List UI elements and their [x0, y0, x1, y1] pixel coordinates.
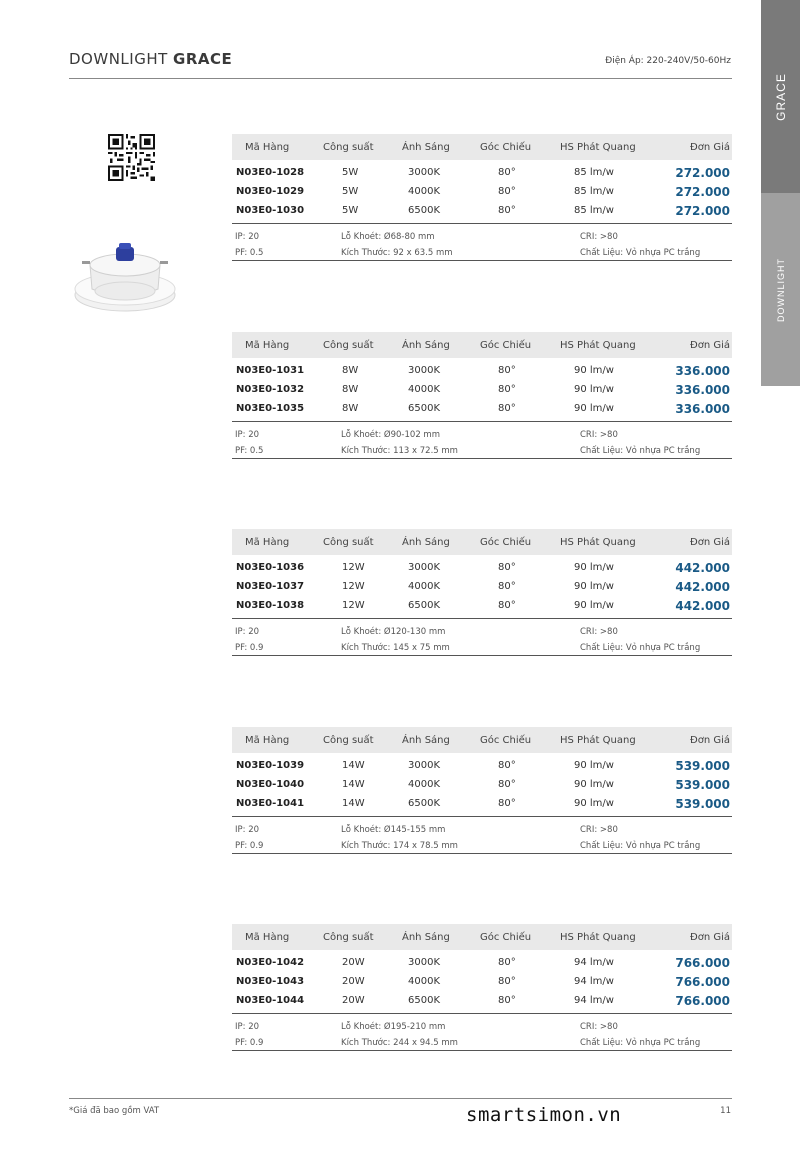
col-power: Công suất — [323, 536, 374, 548]
col-code: Mã Hàng — [245, 141, 290, 153]
qr-code-icon — [108, 134, 155, 181]
col-angle: Góc Chiếu — [480, 339, 532, 351]
price: 272.000 — [675, 184, 730, 199]
power: 14W — [342, 798, 365, 809]
efficacy: 94 lm/w — [574, 976, 614, 987]
light-temp: 3000K — [408, 167, 441, 178]
page-number: 11 — [720, 1106, 731, 1116]
note-pf: PF: 0.9 — [235, 1038, 264, 1048]
product-code: N03E0-1029 — [236, 186, 305, 197]
side-tab-grace-label: GRACE — [773, 72, 788, 121]
footer-divider — [69, 1098, 732, 1099]
table-row — [232, 756, 732, 775]
note-cutout: Lỗ Khoét: Ø68-80 mm — [341, 232, 435, 242]
power: 20W — [342, 957, 365, 968]
spec-table-3 — [232, 529, 732, 656]
table-header — [232, 134, 732, 160]
col-power: Công suất — [323, 734, 374, 746]
product-code: N03E0-1035 — [236, 403, 305, 414]
price: 272.000 — [675, 203, 730, 218]
efficacy: 90 lm/w — [574, 760, 614, 771]
beam-angle: 80° — [498, 600, 516, 611]
product-code: N03E0-1039 — [236, 760, 305, 771]
light-temp: 3000K — [408, 365, 441, 376]
note-ip: IP: 20 — [235, 232, 260, 242]
power: 14W — [342, 779, 365, 790]
beam-angle: 80° — [498, 562, 516, 573]
note-material: Chất Liệu: Vỏ nhựa PC trắng — [580, 643, 701, 653]
beam-angle: 80° — [498, 581, 516, 592]
table-row — [232, 399, 732, 418]
beam-angle: 80° — [498, 205, 516, 216]
product-code: N03E0-1038 — [236, 600, 305, 611]
efficacy: 90 lm/w — [574, 365, 614, 376]
note-pf: PF: 0.5 — [235, 248, 264, 258]
side-tab-grace[interactable] — [761, 0, 800, 193]
note-size: Kích Thước: 244 x 94.5 mm — [341, 1038, 458, 1048]
col-efficacy: HS Phát Quang — [560, 141, 636, 153]
light-temp: 6500K — [408, 403, 441, 414]
col-light: Ánh Sáng — [402, 141, 450, 153]
light-temp: 6500K — [408, 600, 441, 611]
table-row — [232, 953, 732, 972]
price: 442.000 — [675, 579, 730, 594]
note-material: Chất Liệu: Vỏ nhựa PC trắng — [580, 841, 701, 851]
col-price: Đơn Giá — [689, 536, 730, 548]
note-ip: IP: 20 — [235, 627, 260, 637]
power: 20W — [342, 995, 365, 1006]
power: 20W — [342, 976, 365, 987]
spec-table-2 — [232, 332, 732, 459]
note-cri: CRI: >80 — [580, 1022, 618, 1032]
note-material: Chất Liệu: Vỏ nhựa PC trắng — [580, 446, 701, 456]
beam-angle: 80° — [498, 957, 516, 968]
voltage-info: Điện Áp: 220-240V/50-60Hz — [605, 56, 731, 66]
note-ip: IP: 20 — [235, 430, 260, 440]
side-tab-downlight[interactable] — [761, 193, 800, 386]
table-row — [232, 361, 732, 380]
beam-angle: 80° — [498, 760, 516, 771]
power: 12W — [342, 600, 365, 611]
col-price: Đơn Giá — [689, 734, 730, 746]
col-angle: Góc Chiếu — [480, 536, 532, 548]
product-code: N03E0-1030 — [236, 205, 305, 216]
col-price: Đơn Giá — [689, 931, 730, 943]
note-cri: CRI: >80 — [580, 430, 618, 440]
product-code: N03E0-1036 — [236, 562, 305, 573]
spec-notes — [232, 619, 732, 656]
light-temp: 3000K — [408, 760, 441, 771]
spec-table-1 — [232, 134, 732, 261]
efficacy: 94 lm/w — [574, 995, 614, 1006]
col-angle: Góc Chiếu — [480, 734, 532, 746]
note-material: Chất Liệu: Vỏ nhựa PC trắng — [580, 1038, 701, 1048]
note-cutout: Lỗ Khoét: Ø120-130 mm — [341, 627, 446, 637]
note-cri: CRI: >80 — [580, 627, 618, 637]
col-light: Ánh Sáng — [402, 536, 450, 548]
beam-angle: 80° — [498, 384, 516, 395]
beam-angle: 80° — [498, 798, 516, 809]
price: 539.000 — [675, 758, 730, 773]
note-size: Kích Thước: 92 x 63.5 mm — [341, 248, 453, 258]
price: 766.000 — [675, 974, 730, 989]
light-temp: 6500K — [408, 798, 441, 809]
col-light: Ánh Sáng — [402, 931, 450, 943]
note-cutout: Lỗ Khoét: Ø195-210 mm — [341, 1022, 446, 1032]
price: 766.000 — [675, 955, 730, 970]
product-code: N03E0-1043 — [236, 976, 305, 987]
power: 5W — [342, 205, 359, 216]
beam-angle: 80° — [498, 976, 516, 987]
col-code: Mã Hàng — [245, 339, 290, 351]
light-temp: 4000K — [408, 581, 441, 592]
table-header — [232, 924, 732, 950]
note-cutout: Lỗ Khoét: Ø145-155 mm — [341, 825, 446, 835]
efficacy: 90 lm/w — [574, 798, 614, 809]
table-row — [232, 577, 732, 596]
brand-watermark: smartsimon.vn — [466, 1104, 622, 1126]
note-pf: PF: 0.9 — [235, 643, 264, 653]
col-efficacy: HS Phát Quang — [560, 536, 636, 548]
price: 442.000 — [675, 598, 730, 613]
efficacy: 94 lm/w — [574, 957, 614, 968]
downlight-product-image — [70, 225, 180, 315]
table-row — [232, 775, 732, 794]
spec-notes — [232, 1014, 732, 1051]
side-tab-downlight-label: DOWNLIGHT — [775, 257, 786, 322]
col-power: Công suất — [323, 931, 374, 943]
note-pf: PF: 0.9 — [235, 841, 264, 851]
table-row — [232, 182, 732, 201]
light-temp: 4000K — [408, 186, 441, 197]
spec-notes — [232, 224, 732, 261]
note-cri: CRI: >80 — [580, 232, 618, 242]
note-material: Chất Liệu: Vỏ nhựa PC trắng — [580, 248, 701, 258]
product-code: N03E0-1031 — [236, 365, 305, 376]
efficacy: 90 lm/w — [574, 581, 614, 592]
table-row — [232, 558, 732, 577]
efficacy: 90 lm/w — [574, 562, 614, 573]
price: 766.000 — [675, 993, 730, 1008]
col-price: Đơn Giá — [689, 141, 730, 153]
light-temp: 4000K — [408, 384, 441, 395]
table-row — [232, 991, 732, 1010]
light-temp: 3000K — [408, 957, 441, 968]
note-size: Kích Thước: 113 x 72.5 mm — [341, 446, 458, 456]
price: 336.000 — [675, 382, 730, 397]
product-code: N03E0-1028 — [236, 167, 305, 178]
product-code: N03E0-1032 — [236, 384, 305, 395]
header-divider — [69, 78, 732, 79]
col-angle: Góc Chiếu — [480, 141, 532, 153]
spec-notes — [232, 817, 732, 854]
table-header — [232, 727, 732, 753]
table-row — [232, 163, 732, 182]
note-cri: CRI: >80 — [580, 825, 618, 835]
product-code: N03E0-1044 — [236, 995, 305, 1006]
power: 5W — [342, 186, 359, 197]
col-code: Mã Hàng — [245, 536, 290, 548]
beam-angle: 80° — [498, 365, 516, 376]
col-efficacy: HS Phát Quang — [560, 339, 636, 351]
col-power: Công suất — [323, 339, 374, 351]
product-code: N03E0-1040 — [236, 779, 305, 790]
light-temp: 6500K — [408, 205, 441, 216]
table-row — [232, 201, 732, 220]
col-price: Đơn Giá — [689, 339, 730, 351]
page-title — [69, 50, 232, 68]
price: 336.000 — [675, 401, 730, 416]
light-temp: 3000K — [408, 562, 441, 573]
power: 12W — [342, 581, 365, 592]
spec-table-5 — [232, 924, 732, 1051]
col-light: Ánh Sáng — [402, 734, 450, 746]
title-prefix: DOWNLIGHT — [69, 50, 168, 68]
vat-note: *Giá đã bao gồm VAT — [69, 1106, 160, 1116]
price: 442.000 — [675, 560, 730, 575]
efficacy: 85 lm/w — [574, 205, 614, 216]
table-header — [232, 332, 732, 358]
beam-angle: 80° — [498, 779, 516, 790]
power: 8W — [342, 384, 359, 395]
price: 272.000 — [675, 165, 730, 180]
price: 539.000 — [675, 796, 730, 811]
table-row — [232, 972, 732, 991]
product-code: N03E0-1041 — [236, 798, 305, 809]
product-code: N03E0-1037 — [236, 581, 305, 592]
efficacy: 90 lm/w — [574, 403, 614, 414]
note-ip: IP: 20 — [235, 825, 260, 835]
table-row — [232, 794, 732, 813]
efficacy: 90 lm/w — [574, 600, 614, 611]
efficacy: 85 lm/w — [574, 167, 614, 178]
product-code: N03E0-1042 — [236, 957, 305, 968]
power: 14W — [342, 760, 365, 771]
note-size: Kích Thước: 145 x 75 mm — [341, 643, 450, 653]
title-bold: GRACE — [173, 50, 233, 68]
spec-table-4 — [232, 727, 732, 854]
col-power: Công suất — [323, 141, 374, 153]
light-temp: 6500K — [408, 995, 441, 1006]
beam-angle: 80° — [498, 403, 516, 414]
power: 8W — [342, 403, 359, 414]
efficacy: 90 lm/w — [574, 384, 614, 395]
note-pf: PF: 0.5 — [235, 446, 264, 456]
col-efficacy: HS Phát Quang — [560, 734, 636, 746]
col-code: Mã Hàng — [245, 931, 290, 943]
beam-angle: 80° — [498, 186, 516, 197]
note-ip: IP: 20 — [235, 1022, 260, 1032]
light-temp: 4000K — [408, 779, 441, 790]
beam-angle: 80° — [498, 167, 516, 178]
efficacy: 90 lm/w — [574, 779, 614, 790]
spec-notes — [232, 422, 732, 459]
table-row — [232, 596, 732, 615]
power: 5W — [342, 167, 359, 178]
note-size: Kích Thước: 174 x 78.5 mm — [341, 841, 458, 851]
beam-angle: 80° — [498, 995, 516, 1006]
power: 8W — [342, 365, 359, 376]
price: 539.000 — [675, 777, 730, 792]
note-cutout: Lỗ Khoét: Ø90-102 mm — [341, 430, 440, 440]
efficacy: 85 lm/w — [574, 186, 614, 197]
table-header — [232, 529, 732, 555]
col-efficacy: HS Phát Quang — [560, 931, 636, 943]
col-light: Ánh Sáng — [402, 339, 450, 351]
power: 12W — [342, 562, 365, 573]
col-angle: Góc Chiếu — [480, 931, 532, 943]
col-code: Mã Hàng — [245, 734, 290, 746]
price: 336.000 — [675, 363, 730, 378]
light-temp: 4000K — [408, 976, 441, 987]
table-row — [232, 380, 732, 399]
